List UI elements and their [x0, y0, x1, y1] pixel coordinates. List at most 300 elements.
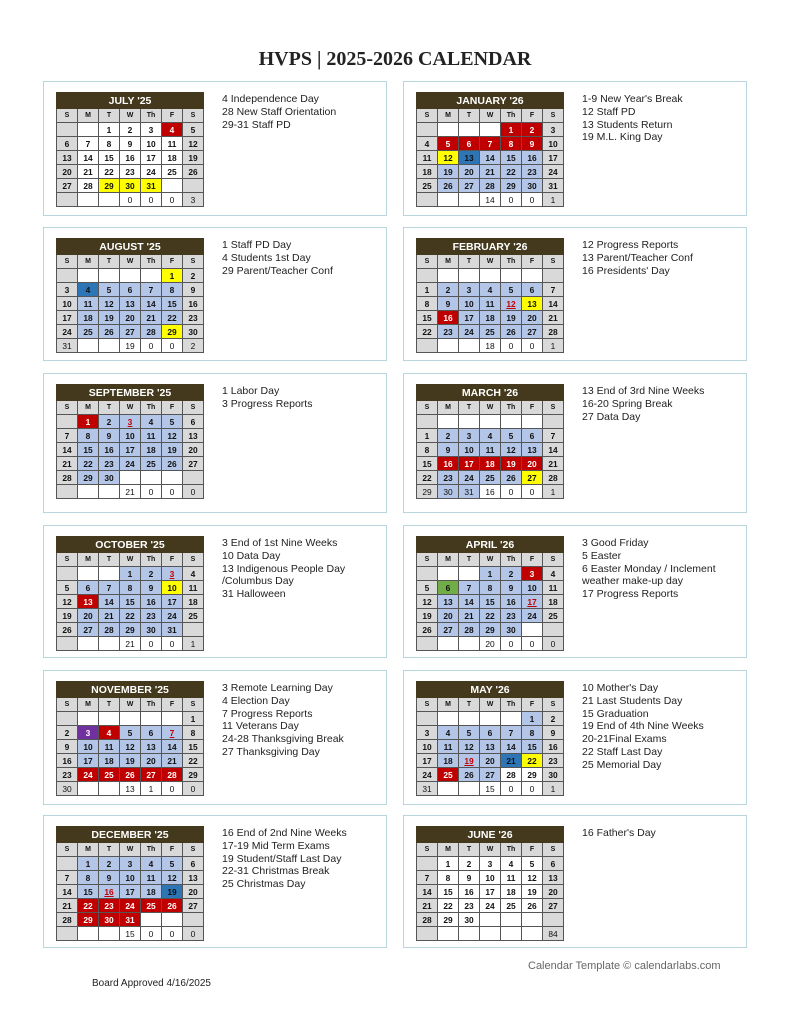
day-cell: 20	[78, 609, 99, 623]
day-cell: 30	[99, 913, 120, 927]
day-cell: 26	[522, 899, 543, 913]
day-count-cell	[459, 193, 480, 207]
weekday-header: S	[543, 109, 564, 123]
day-cell	[417, 415, 438, 429]
day-cell: 29	[99, 179, 120, 193]
event-note: 27 Thanksgiving Day	[222, 745, 320, 758]
day-cell: 15	[162, 297, 183, 311]
day-cell: 7	[99, 581, 120, 595]
day-cell: 19	[501, 457, 522, 471]
day-cell: 20	[480, 754, 501, 768]
day-cell: 2	[183, 269, 204, 283]
weekday-header: Th	[501, 698, 522, 712]
day-cell	[417, 857, 438, 871]
day-cell: 27	[120, 325, 141, 339]
day-cell	[522, 623, 543, 637]
day-cell: 22	[162, 311, 183, 325]
weekday-header: S	[183, 255, 204, 269]
weekday-header: S	[417, 109, 438, 123]
month-calendar	[56, 238, 204, 353]
month-calendar	[416, 384, 564, 499]
day-count-cell	[417, 193, 438, 207]
day-cell	[438, 712, 459, 726]
day-count-cell	[501, 927, 522, 941]
day-cell: 16	[99, 443, 120, 457]
day-cell: 2	[438, 429, 459, 443]
day-cell: 15	[522, 740, 543, 754]
month-events	[222, 93, 336, 131]
day-count-cell: 0	[183, 485, 204, 499]
event-note: 19 End of 4th Nine Weeks	[582, 720, 704, 733]
day-cell: 22	[417, 325, 438, 339]
weekday-header: M	[78, 553, 99, 567]
day-cell: 16	[120, 151, 141, 165]
weekday-header: M	[438, 401, 459, 415]
day-cell	[120, 712, 141, 726]
day-cell: 11	[141, 429, 162, 443]
day-cell: 12	[183, 137, 204, 151]
month-calendar	[416, 536, 564, 651]
day-cell: 26	[162, 899, 183, 913]
day-cell: 13	[120, 297, 141, 311]
day-cell: 22	[480, 609, 501, 623]
day-cell: 25	[183, 609, 204, 623]
day-cell: 23	[183, 311, 204, 325]
day-cell: 27	[459, 179, 480, 193]
page-title: HVPS | 2025-2026 CALENDAR	[258, 48, 532, 70]
day-count-cell: 0	[501, 782, 522, 796]
day-cell: 3	[543, 123, 564, 137]
event-note: 4 Students 1st Day	[222, 251, 311, 264]
day-cell: 18	[141, 885, 162, 899]
month-calendar	[56, 826, 204, 941]
day-cell: 14	[417, 885, 438, 899]
day-count-cell: 0	[522, 339, 543, 353]
month-panel	[43, 373, 387, 513]
day-cell: 4	[480, 283, 501, 297]
event-note: 3 Progress Reports	[222, 397, 313, 410]
day-cell	[522, 415, 543, 429]
day-cell: 17	[417, 754, 438, 768]
event-note: 6 Easter Monday / Inclement	[582, 562, 716, 575]
day-cell: 9	[57, 740, 78, 754]
day-count-cell	[78, 782, 99, 796]
day-cell: 8	[183, 726, 204, 740]
day-cell: 31	[120, 913, 141, 927]
day-cell: 24	[120, 899, 141, 913]
day-cell: 30	[141, 623, 162, 637]
day-cell: 6	[522, 429, 543, 443]
day-count-cell: 0	[162, 637, 183, 651]
day-cell	[438, 567, 459, 581]
weekday-header: Th	[501, 843, 522, 857]
day-count-cell	[459, 927, 480, 941]
month-panel	[403, 815, 747, 948]
day-cell: 7	[480, 137, 501, 151]
day-cell: 28	[501, 768, 522, 782]
event-note: 29-31 Staff PD	[222, 118, 291, 131]
weekday-header: Th	[141, 843, 162, 857]
event-note: 13 Parent/Teacher Conf	[582, 251, 693, 264]
day-cell: 5	[501, 429, 522, 443]
event-note: 25 Memorial Day	[582, 758, 662, 771]
day-count-cell: 0	[162, 339, 183, 353]
day-cell	[459, 123, 480, 137]
event-note: 1 Labor Day	[222, 385, 280, 397]
day-cell: 19	[438, 165, 459, 179]
day-count-cell: 19	[120, 339, 141, 353]
month-events	[582, 537, 716, 601]
day-cell: 21	[543, 311, 564, 325]
day-cell: 12	[417, 595, 438, 609]
day-cell: 21	[57, 899, 78, 913]
month-name: NOVEMBER '25	[57, 682, 204, 698]
day-count-cell	[522, 927, 543, 941]
day-cell: 19	[120, 754, 141, 768]
day-count-cell	[57, 193, 78, 207]
day-cell: 5	[459, 726, 480, 740]
day-count-cell: 14	[480, 193, 501, 207]
day-cell: 23	[141, 609, 162, 623]
weekday-header: W	[120, 698, 141, 712]
day-cell: 24	[162, 609, 183, 623]
day-cell: 6	[438, 581, 459, 595]
day-cell: 30	[501, 623, 522, 637]
day-cell: 6	[480, 726, 501, 740]
day-cell: 23	[438, 325, 459, 339]
day-cell: 15	[183, 740, 204, 754]
day-cell: 17	[78, 754, 99, 768]
day-cell	[438, 123, 459, 137]
day-cell	[183, 471, 204, 485]
day-cell: 14	[57, 885, 78, 899]
day-cell: 6	[459, 137, 480, 151]
day-count-cell: 29	[417, 485, 438, 499]
day-cell	[183, 623, 204, 637]
day-cell: 28	[57, 471, 78, 485]
day-cell: 4	[141, 857, 162, 871]
weekday-header: M	[78, 401, 99, 415]
month-panel	[43, 670, 387, 805]
day-cell	[480, 415, 501, 429]
event-note: /Columbus Day	[222, 575, 294, 588]
day-count-cell: 18	[480, 339, 501, 353]
day-count-cell: 20	[480, 637, 501, 651]
day-cell: 14	[543, 297, 564, 311]
day-cell: 15	[417, 457, 438, 471]
weekday-header: S	[183, 553, 204, 567]
day-cell: 3	[522, 567, 543, 581]
day-cell: 21	[417, 899, 438, 913]
day-cell	[99, 269, 120, 283]
weekday-header: F	[162, 255, 183, 269]
day-cell: 16	[459, 885, 480, 899]
month-calendar	[56, 92, 204, 207]
day-cell: 25	[438, 768, 459, 782]
day-cell: 22	[99, 165, 120, 179]
event-note: weather make-up day	[582, 575, 683, 588]
day-cell: 30	[459, 913, 480, 927]
day-cell: 27	[543, 899, 564, 913]
weekday-header: Th	[501, 255, 522, 269]
day-cell	[417, 567, 438, 581]
event-note: 15 Graduation	[582, 707, 649, 720]
day-cell	[543, 913, 564, 927]
weekday-header: T	[99, 698, 120, 712]
day-cell: 6	[183, 415, 204, 429]
month-events	[582, 239, 693, 277]
day-count-cell	[78, 485, 99, 499]
day-cell	[141, 913, 162, 927]
day-cell	[522, 269, 543, 283]
day-cell: 3	[57, 283, 78, 297]
day-cell: 22	[501, 165, 522, 179]
day-cell	[459, 415, 480, 429]
day-cell: 7	[57, 871, 78, 885]
event-note: 11 Veterans Day	[222, 720, 299, 733]
template-credit: Calendar Template © calendarlabs.com	[528, 960, 721, 972]
day-cell: 7	[459, 581, 480, 595]
day-cell: 3	[480, 857, 501, 871]
day-cell: 7	[543, 283, 564, 297]
month-events	[222, 537, 345, 601]
day-cell	[162, 712, 183, 726]
event-note: 20-21Final Exams	[582, 733, 667, 746]
day-cell: 23	[438, 471, 459, 485]
day-cell: 6	[120, 283, 141, 297]
weekday-header: M	[438, 698, 459, 712]
weekday-header: S	[183, 109, 204, 123]
weekday-header: S	[417, 401, 438, 415]
weekday-header: W	[120, 109, 141, 123]
day-cell: 29	[183, 768, 204, 782]
day-cell: 30	[522, 179, 543, 193]
day-cell: 10	[480, 871, 501, 885]
day-count-cell	[57, 637, 78, 651]
day-count-cell: 0	[543, 637, 564, 651]
day-cell	[78, 269, 99, 283]
day-cell: 14	[78, 151, 99, 165]
day-cell: 2	[438, 283, 459, 297]
weekday-header: S	[543, 698, 564, 712]
weekday-header: Th	[501, 401, 522, 415]
day-cell: 8	[120, 581, 141, 595]
day-cell	[57, 123, 78, 137]
day-cell: 3	[459, 429, 480, 443]
weekday-header: T	[459, 109, 480, 123]
event-note: 16 Father's Day	[582, 827, 656, 839]
day-cell: 25	[99, 768, 120, 782]
day-cell: 10	[522, 581, 543, 595]
day-cell: 11	[501, 871, 522, 885]
day-cell: 22	[120, 609, 141, 623]
day-cell: 11	[543, 581, 564, 595]
day-cell: 24	[459, 325, 480, 339]
day-cell: 27	[438, 623, 459, 637]
day-cell: 11	[480, 443, 501, 457]
day-cell: 8	[78, 871, 99, 885]
day-cell: 1	[522, 712, 543, 726]
weekday-header: M	[78, 109, 99, 123]
day-cell: 6	[78, 581, 99, 595]
weekday-header: F	[162, 401, 183, 415]
month-calendar	[416, 92, 564, 207]
day-cell: 1	[417, 283, 438, 297]
day-cell: 27	[480, 768, 501, 782]
day-cell: 10	[543, 137, 564, 151]
event-note: 13 End of 3rd Nine Weeks	[582, 385, 705, 397]
day-cell: 11	[141, 871, 162, 885]
day-cell	[459, 269, 480, 283]
weekday-header: Th	[141, 553, 162, 567]
day-cell: 27	[183, 457, 204, 471]
weekday-header: M	[438, 843, 459, 857]
day-cell: 24	[120, 457, 141, 471]
day-cell: 24	[522, 609, 543, 623]
day-cell: 14	[459, 595, 480, 609]
event-note: 7 Progress Reports	[222, 707, 313, 720]
month-calendar	[56, 384, 204, 499]
event-note: 16 Presidents' Day	[582, 264, 670, 277]
weekday-header: W	[480, 109, 501, 123]
day-count-cell: 1	[543, 782, 564, 796]
day-count-cell	[438, 339, 459, 353]
day-count-cell: 1	[183, 637, 204, 651]
day-cell: 13	[57, 151, 78, 165]
weekday-header: Th	[501, 109, 522, 123]
day-cell: 25	[141, 457, 162, 471]
day-cell	[57, 415, 78, 429]
day-cell: 15	[417, 311, 438, 325]
day-cell: 31	[141, 179, 162, 193]
day-cell: 28	[543, 471, 564, 485]
month-calendar	[56, 536, 204, 651]
day-cell: 26	[57, 623, 78, 637]
day-cell: 28	[78, 179, 99, 193]
day-cell: 29	[78, 913, 99, 927]
month-name: JANUARY '26	[417, 93, 564, 109]
month-calendar	[416, 681, 564, 796]
day-cell: 9	[438, 443, 459, 457]
day-cell	[57, 567, 78, 581]
month-panel	[403, 525, 747, 658]
day-cell: 7	[417, 871, 438, 885]
day-cell: 26	[183, 165, 204, 179]
day-cell: 3	[120, 857, 141, 871]
day-count-cell	[438, 637, 459, 651]
day-count-cell	[459, 637, 480, 651]
day-cell: 13	[459, 151, 480, 165]
day-cell: 3	[417, 726, 438, 740]
day-count-cell	[99, 782, 120, 796]
day-cell: 28	[459, 623, 480, 637]
month-panel	[43, 81, 387, 216]
event-note: 28 New Staff Orientation	[222, 105, 337, 118]
day-count-cell: 0	[522, 193, 543, 207]
day-cell: 5	[522, 857, 543, 871]
day-cell: 4	[417, 137, 438, 151]
day-cell	[120, 471, 141, 485]
day-cell: 6	[57, 137, 78, 151]
day-cell: 16	[438, 311, 459, 325]
day-count-cell: 0	[141, 485, 162, 499]
weekday-header: F	[522, 401, 543, 415]
event-note: 25 Christmas Day	[222, 878, 306, 891]
weekday-header: F	[162, 843, 183, 857]
day-count-cell: 0	[141, 339, 162, 353]
day-cell: 2	[459, 857, 480, 871]
weekday-header: T	[459, 843, 480, 857]
day-cell: 5	[438, 137, 459, 151]
day-cell	[501, 415, 522, 429]
weekday-header: M	[438, 255, 459, 269]
day-count-cell	[417, 927, 438, 941]
day-cell: 8	[438, 871, 459, 885]
day-cell: 25	[501, 899, 522, 913]
day-cell: 15	[99, 151, 120, 165]
day-cell: 19	[183, 151, 204, 165]
event-note: 17 Progress Reports	[582, 588, 679, 601]
weekday-header: W	[480, 553, 501, 567]
day-cell: 24	[417, 768, 438, 782]
day-cell: 12	[57, 595, 78, 609]
day-cell: 1	[183, 712, 204, 726]
weekday-header: T	[459, 255, 480, 269]
day-cell: 18	[480, 457, 501, 471]
day-cell: 28	[99, 623, 120, 637]
day-cell: 25	[141, 899, 162, 913]
day-cell: 2	[522, 123, 543, 137]
day-cell: 10	[417, 740, 438, 754]
weekday-header: Th	[141, 255, 162, 269]
event-note: 13 Indigenous People Day	[222, 562, 346, 575]
day-cell: 24	[480, 899, 501, 913]
day-cell: 22	[438, 899, 459, 913]
day-cell: 10	[141, 137, 162, 151]
weekday-header: Th	[141, 401, 162, 415]
day-cell: 19	[459, 754, 480, 768]
month-panel	[403, 373, 747, 513]
day-cell: 25	[543, 609, 564, 623]
day-cell: 6	[141, 726, 162, 740]
day-cell: 23	[57, 768, 78, 782]
day-count-cell: 84	[543, 927, 564, 941]
month-name: APRIL '26	[417, 537, 564, 553]
day-cell: 21	[78, 165, 99, 179]
day-cell: 3	[459, 283, 480, 297]
day-cell: 22	[522, 754, 543, 768]
day-cell: 14	[99, 595, 120, 609]
day-cell: 12	[501, 443, 522, 457]
day-cell	[162, 179, 183, 193]
day-count-cell: 0	[501, 637, 522, 651]
day-cell: 21	[57, 457, 78, 471]
day-count-cell: 3	[183, 193, 204, 207]
day-cell: 12	[459, 740, 480, 754]
day-cell: 2	[99, 415, 120, 429]
event-note: 21 Last Students Day	[582, 694, 683, 707]
day-cell	[78, 567, 99, 581]
month-events	[222, 827, 347, 891]
day-count-cell: 1	[141, 782, 162, 796]
day-count-cell: 15	[120, 927, 141, 941]
day-count-cell: 0	[141, 927, 162, 941]
day-cell: 14	[57, 443, 78, 457]
day-cell: 12	[162, 429, 183, 443]
board-approval: Board Approved 4/16/2025	[92, 978, 211, 989]
event-note: 12 Progress Reports	[582, 239, 679, 251]
month-name: MARCH '26	[417, 385, 564, 401]
